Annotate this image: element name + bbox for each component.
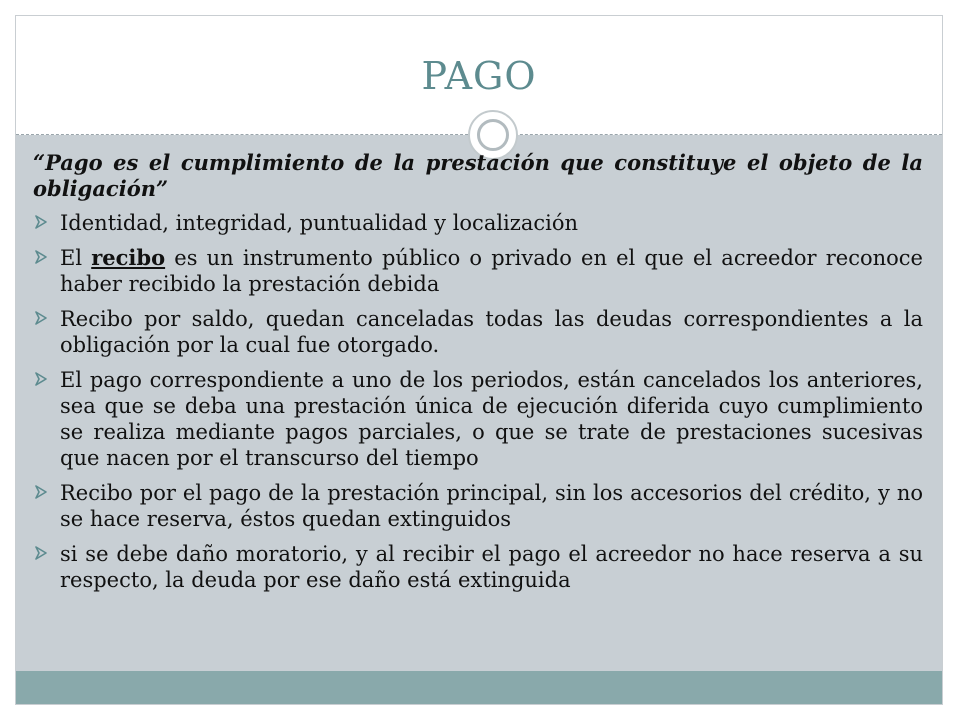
bullet-text: Recibo por saldo, quedan canceladas todas las deudas correspondientes a la obligación por la cual fue otorgado. <box>60 307 923 357</box>
arrow-bullet-icon <box>34 546 48 560</box>
bullet-item <box>33 210 923 236</box>
bullet-text-after: es un instrumento público o privado en el que el acreedor reconoce haber recibido la prestación debida <box>60 246 923 296</box>
arrow-bullet-icon <box>34 311 48 325</box>
arrow-bullet-icon <box>34 215 48 229</box>
bullet-item <box>33 480 923 532</box>
arrow-bullet-icon <box>34 485 48 499</box>
bullet-item <box>33 245 923 297</box>
footer-band <box>16 671 942 705</box>
bullet-text: Recibo por el pago de la prestación principal, sin los accesorios del crédito, y no se hace reserva, éstos quedan extinguidos <box>60 481 923 531</box>
bullet-item <box>33 306 923 358</box>
bullet-emphasis: recibo <box>91 245 166 270</box>
bullet-text: El pago correspondiente a uno de los periodos, están cancelados los anteriores, sea que se deba una prestación única de ejecución diferida cuyo cumplimiento se realiza mediante pagos parciales, o que se trate de prestaciones sucesivas que nacen por el transcurso del tiempo <box>60 368 923 470</box>
bullet-item <box>33 541 923 593</box>
arrow-bullet-icon <box>34 250 48 264</box>
bullet-text-before: El <box>60 246 92 270</box>
arrow-bullet-icon <box>34 372 48 386</box>
slide-title: PAGO <box>421 54 537 98</box>
slide <box>15 15 943 705</box>
inner-ring <box>477 119 509 151</box>
bullet-text: Identidad, integridad, puntualidad y localización <box>60 211 578 235</box>
slide-body <box>33 150 923 602</box>
bullet-text: si se debe daño moratorio, y al recibir el pago el acreedor no hace reserva a su respecto, la deuda por ese daño está extinguida <box>60 542 923 592</box>
bullet-item <box>33 367 923 471</box>
definition-quote: “Pago es el cumplimiento de la prestación que constituye el objeto de la obligación” <box>33 150 923 201</box>
